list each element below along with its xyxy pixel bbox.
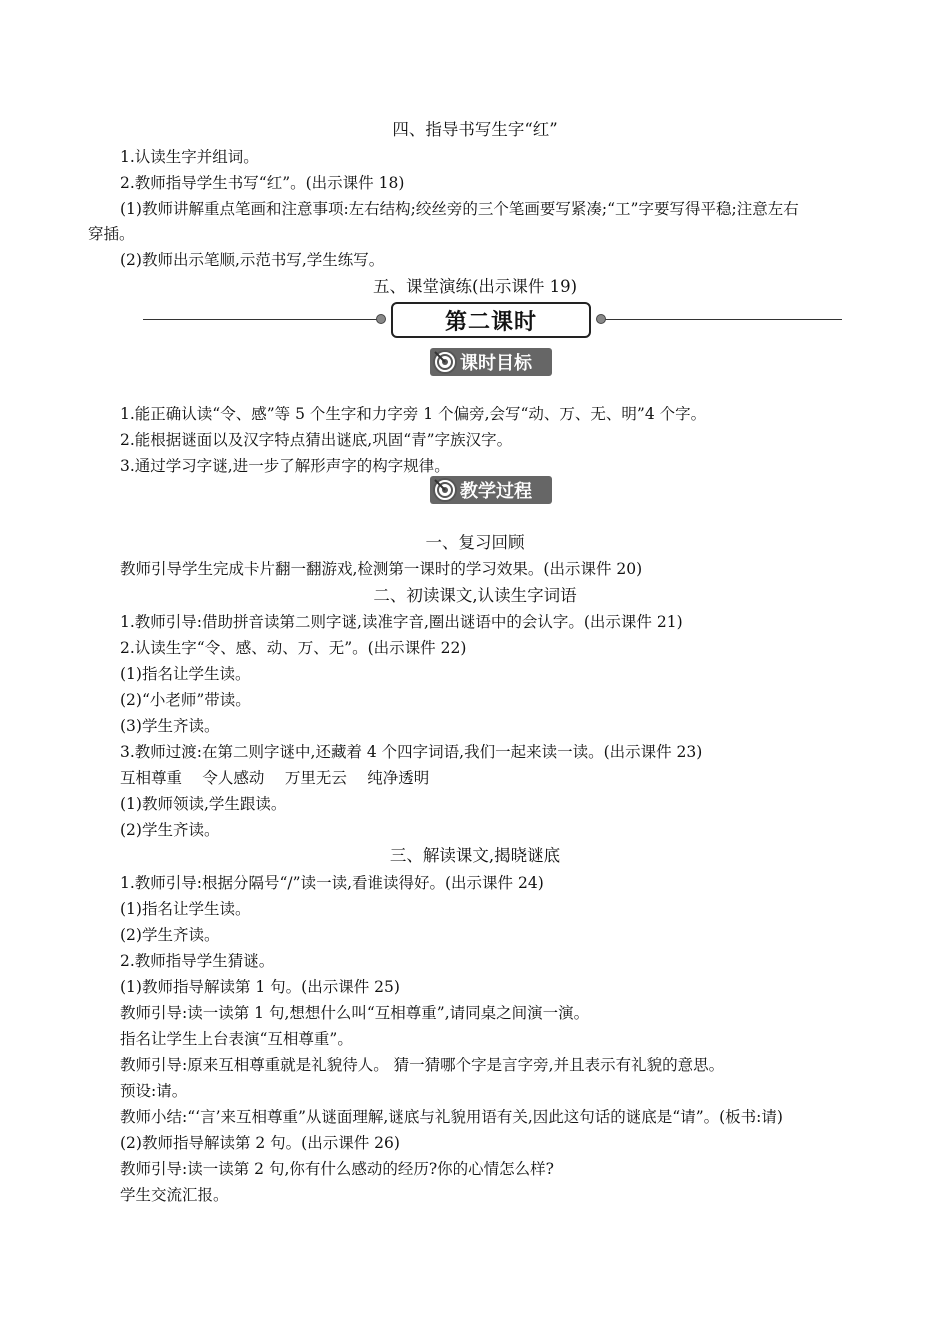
paragraph-line: 教师引导学生完成卡片翻一翻游戏,检测第一课时的学习效果。(出示课件 20) [120,560,643,578]
paragraph-line: 预设:请。 [120,1082,188,1100]
paragraph-line: 穿插。 [88,225,135,243]
target-icon [432,477,458,503]
section-heading-5: 五、课堂演练(出示课件 19) [372,277,578,296]
paragraph-line: 教师引导:原来互相尊重就是礼貌待人。 猜一猜哪个字是言字旁,并且表示有礼貌的意思。 [120,1056,725,1074]
target-icon [432,349,458,375]
paragraph-line: (1)教师指导解读第 1 句。(出示课件 25) [120,978,400,996]
paragraph-line: 学生交流汇报。 [120,1186,229,1204]
paragraph-line: (2)“小老师”带读。 [120,691,251,709]
paragraph-line: (2)教师指导解读第 2 句。(出示课件 26) [120,1134,400,1152]
process-badge-label: 教学过程 [460,481,532,502]
paragraph-line: (3)学生齐读。 [120,717,220,735]
goals-badge-label: 课时目标 [460,353,532,374]
paragraph-line: (2)教师出示笔顺,示范书写,学生练写。 [120,251,385,269]
process-badge [430,476,552,504]
part-heading-3: 三、解读课文,揭晓谜底 [389,846,561,865]
paragraph-line: (1)指名让学生读。 [120,665,251,683]
paragraph-line: (1)教师领读,学生跟读。 [120,795,287,813]
banner-rule-right [600,319,842,320]
goal-item: 1.能正确认读“令、感”等 5 个生字和力字旁 1 个偏旁,会写“动、万、无、明”4 个字。 [120,405,707,423]
paragraph-line: 1.认读生字并组词。 [120,148,259,166]
paragraph-line: 教师引导:读一读第 2 句,你有什么感动的经历?你的心情怎么样? [120,1160,554,1178]
paragraph-line: 2.教师指导学生猜谜。 [120,952,275,970]
paragraph-line: 教师引导:读一读第 1 句,想想什么叫“互相尊重”,请同桌之间演一演。 [120,1004,590,1022]
banner-dot-right [596,314,606,324]
goals-badge [430,348,552,376]
section-heading-4: 四、指导书写生字“红” [392,120,558,139]
banner-dot-left [376,314,386,324]
part-heading-2: 二、初读课文,认读生字词语 [373,586,577,605]
part-heading-1: 一、复习回顾 [425,533,525,552]
lesson-banner: 第二课时 [391,302,591,338]
paragraph-line: (2)学生齐读。 [120,821,220,839]
word-list: 互相尊重 令人感动 万里无云 纯净透明 [120,769,430,787]
paragraph-line: 3.教师过渡:在第二则字谜中,还藏着 4 个四字词语,我们一起来读一读。(出示课件 23) [120,743,703,761]
paragraph-line: 1.教师引导:根据分隔号“/”读一读,看谁读得好。(出示课件 24) [120,874,544,892]
paragraph-line: 2.认读生字“令、感、动、万、无”。(出示课件 22) [120,639,467,657]
goal-item: 2.能根据谜面以及汉字特点猜出谜底,巩固“青”字族汉字。 [120,431,513,449]
goal-item: 3.通过学习字谜,进一步了解形声字的构字规律。 [120,457,450,475]
paragraph-line: (1)指名让学生读。 [120,900,251,918]
paragraph-line: (2)学生齐读。 [120,926,220,944]
paragraph-line: 2.教师指导学生书写“红”。(出示课件 18) [120,174,405,192]
banner-rule-left [143,319,383,320]
paragraph-line: 1.教师引导:借助拼音读第二则字谜,读准字音,圈出谜语中的会认字。(出示课件 21) [120,613,683,631]
paragraph-line: 指名让学生上台表演“互相尊重”。 [120,1030,353,1048]
paragraph-line: (1)教师讲解重点笔画和注意事项:左右结构;绞丝旁的三个笔画要写紧凑;“工”字要写得平稳;注意左右 [120,200,799,218]
paragraph-line: 教师小结:“‘言’来互相尊重”从谜面理解,谜底与礼貌用语有关,因此这句话的谜底是“请”。(板书:请) [120,1108,783,1126]
